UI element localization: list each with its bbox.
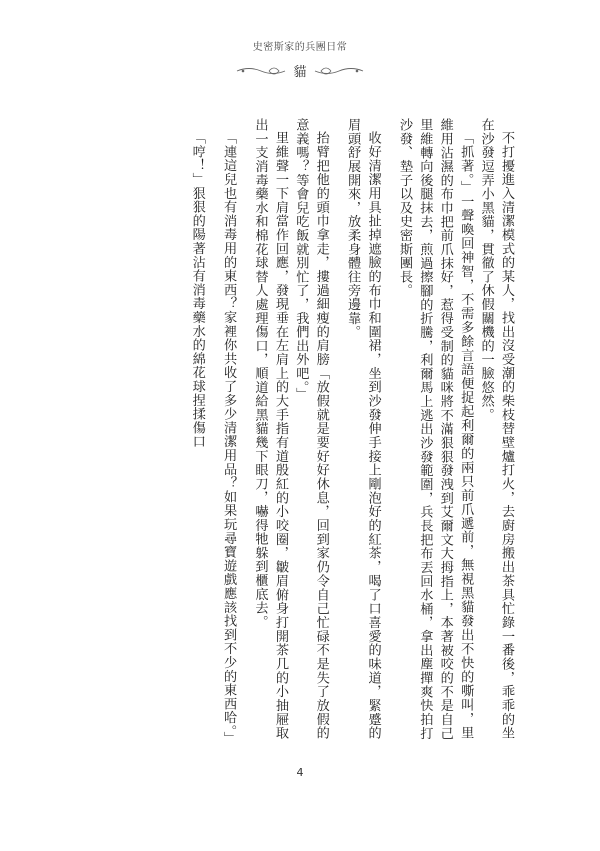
paragraph: 不打擾進入清潔模式的某人，找出沒受潮的柴枝替壁爐打火，去廚房搬出茶具忙錄一番後，乖乖的坐在沙發逗弄小黑貓，貫徹了休假關機的一臉悠然。	[478, 118, 514, 740]
page-number: 4	[296, 766, 304, 779]
paragraph: 收好清潔用具扯掉遮臉的布巾和圍裙，坐到沙發伸手接上剛泡好的紅茶，喝了口喜愛的味道，緊蹙的眉頭舒展開來，放柔身體往旁邊靠。	[345, 118, 381, 740]
running-header	[0, 38, 600, 80]
chapter-title: 貓	[293, 65, 307, 80]
left-flourish-icon	[235, 65, 287, 77]
vertical-body-text	[112, 118, 516, 746]
right-flourish-icon	[313, 65, 365, 77]
paragraph: 「哼！」狠狠的陽著沾有消毒藥水的綿花球捏揉傷口	[189, 131, 205, 449]
paragraph: 里維聲一下肩當作回應，發現垂在左肩上的大手指有道殷紅的小咬圈，皺眉俯身打開茶几的小抽屜取出一支消毒藥水和棉花球替人處理傷口，順道給黑貓幾下眼刀，嚇得牠躲到櫃底去。	[252, 118, 288, 740]
book-title: 史密斯家的兵團日常	[252, 42, 348, 53]
paragraph: 「抓著。」一聲喚回神智，不需多餘言語便捉起利爾的兩只前爪遞前，無視黑貓發出不快的嘶叫，里維用沾濕的布巾把前爪抹好，惹得受制的貓咪將不滿狠狠發洩到艾爾文大拇指上，本著被咬的不是自己里維轉向後腿抹去，煎過擦腳的折騰，利爾馬上逃出沙發範圍，兵長把布丟回水桶，拿出塵撣爽快拍打沙發、墊子以及史密斯團長。	[396, 118, 474, 740]
paragraph: 抬臂把他的頭巾拿走，摟過細瘦的肩膀「放假就是要好好休息，回到家仍令自己忙碌不是失了放假的意義嗎？等會兒吃飯就別忙了，我們出外吧。」	[293, 118, 329, 740]
paragraph: 「連這兒也有消毒用的東西？家裡你共收了多少清潔用品？如果玩尋寶遊戲應該找到不少的東西哈。」	[221, 131, 237, 746]
chapter-ornament	[0, 61, 600, 80]
